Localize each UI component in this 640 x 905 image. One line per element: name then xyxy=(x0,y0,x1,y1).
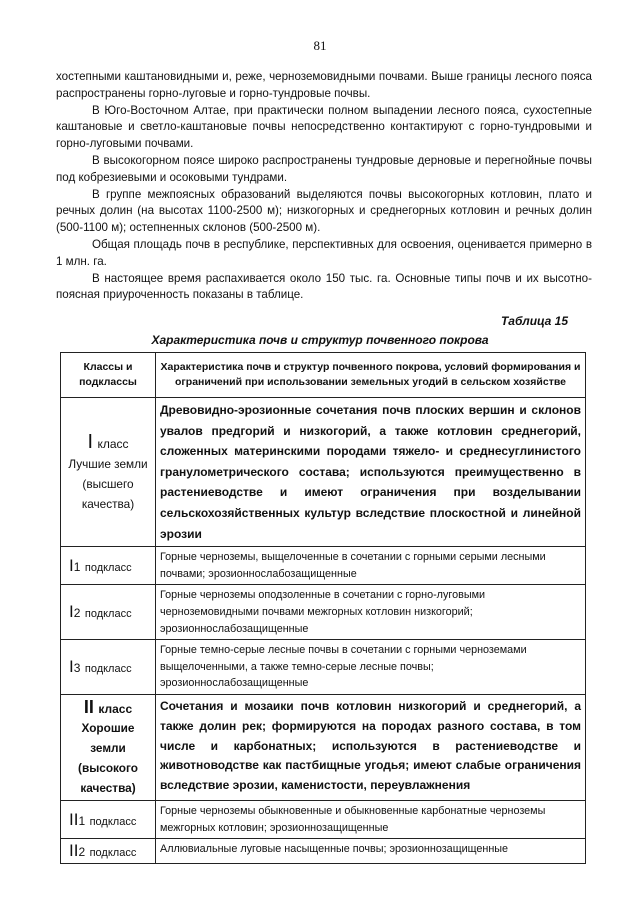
class-description: Хорошие земли (высокого качества) xyxy=(78,720,138,795)
paragraph: Общая площадь почв в республике, перспективных для освоения, оценивается примерно в 1 млн. га. xyxy=(56,237,592,268)
class-description: Лучшие земли (высшего качества) xyxy=(68,456,148,511)
subclass-characteristic: Аллювиальные луговые насыщенные почвы; эрозионнозащищенные xyxy=(156,839,586,864)
subclass-label: II2 подкласс xyxy=(61,839,156,864)
subclass-characteristic: Горные темно-серые лесные почвы в сочетании с горными черноземами выщелоченными, а также темно-серые лесные почвы; эрозионнослабозащищенные xyxy=(156,640,586,695)
paragraph: хостепными каштановидными и, реже, черноземовидными почвами. Выше границы лесного пояса распространены горно-луговые и горно-тундровые почвы. xyxy=(56,70,592,100)
subclass-label: I2 подкласс xyxy=(61,585,156,640)
table-row-class-2 xyxy=(61,694,586,800)
class-label xyxy=(61,694,156,800)
class-characteristic: Сочетания и мозаики почв котловин низкогорий и среднегорий, а также долин рек; формируются на породах разного состава, в том числе и карбонатных; используются в растениеводстве и животноводстве как пастбищные угодья; имеют слабые ограничения вследствие эрозии, каменистости, переувлажнения xyxy=(156,694,586,800)
page-number: 81 xyxy=(313,38,327,53)
table-row-subclass xyxy=(61,585,586,640)
table-label: Таблица 15 xyxy=(500,314,568,328)
subclass-characteristic: Горные черноземы обыкновенные и обыкновенные карбонатные черноземы межгорных котловин; эрозионнозащищенные xyxy=(156,800,586,838)
paragraph: В группе межпоясных образований выделяются почвы высокогорных котловин, плато и речных долин (на высотах 1100-2500 м); низкогорных и среднегорных котловин и речных долин (500-1100 м); остепненных склонов (500-2500 м). xyxy=(56,187,592,235)
subclass-label: I3 подкласс xyxy=(61,640,156,695)
table-row-subclass xyxy=(61,640,586,695)
subclass-characteristic: Горные черноземы, выщелоченные в сочетании с горными серыми лесными почвами; эрозионнослабозащищенные xyxy=(156,547,586,585)
class-characteristic: Древовидно-эрозионные сочетания почв плоских вершин и склонов увалов предгорий и низкогорий, а также котловин среднегорий, сложенных материнскими породами тяжело- и среднесуглинистого гранулометрического состава; используются преимущественно в растениеводстве и имеют ограничения при возделывании сельскохозяйственных культур вследствие плоскостной и линейной эрозии xyxy=(156,398,586,547)
table-row-subclass xyxy=(61,547,586,585)
subclass-characteristic: Горные черноземы оподзоленные в сочетании с горно-луговыми черноземовидными почвами межгорных котловин низкогорий; эрозионнослабозащищенные xyxy=(156,585,586,640)
header-classes: Классы и подклассы xyxy=(61,353,156,398)
subclass-label: I1 подкласс xyxy=(61,547,156,585)
table-row-subclass xyxy=(61,839,586,864)
subclass-label: II1 подкласс xyxy=(61,800,156,838)
paragraph: В высокогорном поясе широко распространены тундровые дерновые и перегнойные почвы под кобрезиевыми и осоковыми тундрами. xyxy=(56,153,592,184)
class-word: класс xyxy=(98,701,133,716)
class-label xyxy=(61,398,156,547)
table-header-row xyxy=(61,353,586,398)
soil-classification-table xyxy=(60,352,586,864)
header-characteristics: Характеристика почв и структур почвенного покрова, условий формирования и ограничений при использовании земельных угодий в сельском хозяйстве xyxy=(156,353,586,398)
table-row-class-1 xyxy=(61,398,586,547)
class-roman: I xyxy=(87,430,94,453)
class-word: класс xyxy=(97,436,129,451)
table-row-subclass xyxy=(61,800,586,838)
paragraph: В Юго-Восточном Алтае, при практически полном выпадении лесного пояса, сухостепные каштановые и светло-каштановые почвы непосредственно контактируют с горно-тундровыми и горно-луговыми почвами. xyxy=(56,103,592,151)
table-title: Характеристика почв и структур почвенного покрова xyxy=(151,333,489,347)
paragraph: В настоящее время распахивается около 150 тыс. га. Основные типы почв и их высотно-поясная приуроченность показаны в таблице. xyxy=(56,271,592,302)
body-text xyxy=(56,69,592,304)
class-roman: II xyxy=(83,696,94,717)
